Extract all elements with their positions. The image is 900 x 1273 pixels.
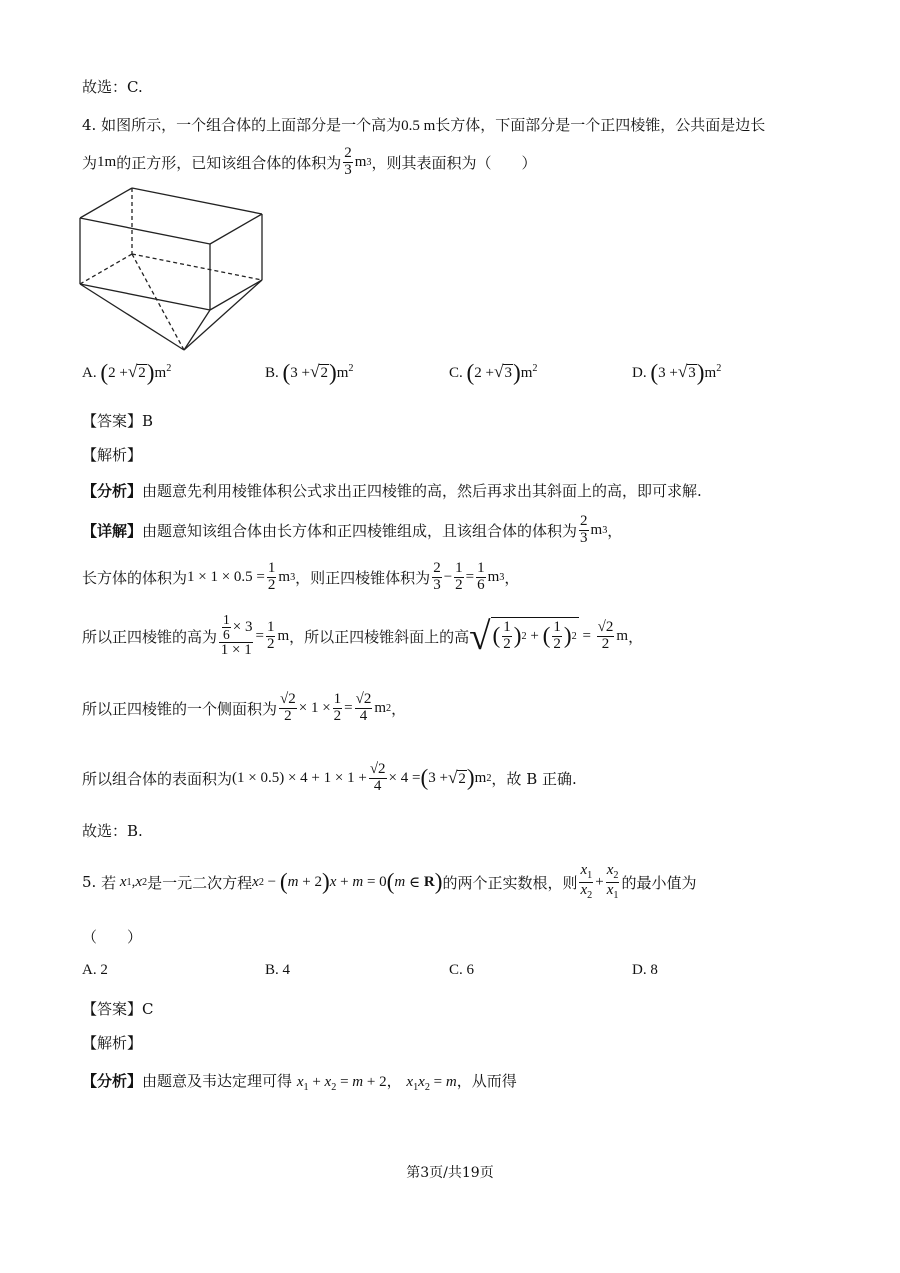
fenxi-text: 由题意先利用棱锥体积公式求出正四棱锥的高，然后再求出其斜面上的高，即可求解. — [142, 482, 702, 500]
q4-detail-4: 所以正四棱锥的一个侧面积为 $\frac{√2}{2}$ × 1 × $\frac{1}{2}$ = $\frac{√2}{4}$ m 2 ， — [82, 690, 407, 724]
option-term: 3 + — [290, 364, 310, 381]
q5-number: 5. — [82, 873, 97, 891]
q4-height: 0.5 m — [401, 118, 436, 134]
q4-line-2: 为 1m 的正方形，已知该组合体的体积为 $\frac{2}{3}$ m 3 ，则其表面积为（ ） — [82, 144, 537, 178]
q4-option-c[interactable]: C. $(2 +√3)m^2$ — [449, 360, 538, 386]
q5-text: 的两个正实数根，则 — [442, 873, 578, 892]
previous-answer: 故选：C. — [82, 78, 143, 96]
detail-text: 长方体的体积为 — [82, 568, 188, 587]
composite-solid-figure — [76, 186, 272, 354]
detail-text: 所以组合体的表面积为 — [82, 769, 233, 788]
detail-text: ，则正四棱锥体积为 — [295, 568, 431, 587]
q4-analysis-label: 【解析】 — [82, 446, 143, 464]
fenxi-tail: ，从而得 — [456, 1072, 517, 1090]
detail-math: 1 × 1 × 0.5 = — [187, 568, 265, 585]
detail-text: 由题意知该组合体由长方体和正四棱锥组成，且该组合体的体积为 — [142, 521, 578, 540]
option-root: 2 — [138, 364, 146, 381]
detail-text: 所以正四棱锥的高为 — [82, 627, 218, 646]
option-root: 3 — [504, 364, 512, 381]
option-term: 2 + — [108, 364, 128, 381]
q4-final-answer: 故选：B. — [82, 822, 143, 840]
option-root: 3 — [688, 364, 696, 381]
q5-option-a[interactable]: A. 2 — [82, 962, 108, 978]
detail-text: ，故 B 正确. — [491, 769, 577, 788]
fenxi-label: 【分析】 — [82, 1072, 143, 1090]
q5-text: 若 — [101, 873, 117, 892]
q4-detail-1: 【详解】 由题意知该组合体由长方体和正四棱锥组成，且该组合体的体积为 $\frac{2}{3}$ m 3 ， — [82, 512, 623, 546]
detail-text: 所以正四棱锥的一个侧面积为 — [82, 699, 278, 718]
q4-option-b[interactable]: B. $(3 +√2)m^2$ — [265, 360, 354, 386]
q4-volume-unit: m — [354, 153, 367, 170]
option-letter: A. — [82, 364, 97, 381]
option-letter: B. — [265, 364, 279, 381]
option-letter: D. — [632, 364, 647, 381]
detail-math: (1 × 0.5) × 4 + 1 × 1 + — [232, 769, 367, 786]
fenxi-text: 由题意及韦达定理可得 — [142, 1072, 293, 1090]
q5-paren: （ ） — [82, 928, 143, 946]
q4-fenxi — [82, 480, 702, 501]
q5-line-1: 5. 若 x 1 , x 2 是一元二次方程 x 2 − ( m + 2 ) x + m = 0 ( m ∈ R ) 的两个正实数根，则 $\frac{x_1}{x_2}$ + $\frac{x_2}{x_1}$ 的最小值为 — [82, 861, 697, 901]
option-term: 3 + — [658, 364, 678, 381]
option-unit: m — [520, 364, 533, 381]
option-unit: m — [704, 364, 717, 381]
q4-text-c-mid: 的正方形，已知该组合体的体积为 — [116, 153, 342, 172]
option-unit: m — [154, 364, 167, 381]
option-unit: m — [336, 364, 349, 381]
detail-math: × 4 = — [388, 769, 421, 786]
q4-line-1 — [82, 114, 765, 135]
q4-text-b: 长方体，下面部分是一个正四棱锥，公共面是边长 — [435, 116, 766, 134]
q4-option-a[interactable]: A. $(2 +√2)m^2$ — [82, 360, 172, 386]
xiangjie-label: 【详解】 — [82, 521, 143, 540]
q5-text: 的最小值为 — [621, 873, 697, 892]
q5-option-d[interactable]: D. 8 — [632, 962, 658, 978]
q4-text-a: 如图所示，一个组合体的上面部分是一个高为 — [101, 116, 402, 134]
option-letter: C. — [449, 364, 463, 381]
q4-side: 1m — [97, 153, 117, 170]
q5-text: 是一元二次方程 — [147, 873, 253, 892]
q4-option-d[interactable]: D. $(3 +√3)m^2$ — [632, 360, 722, 386]
q4-volume-fraction: $\frac{2}{3}$ — [344, 144, 352, 178]
q4-detail-2: 长方体的体积为 1 × 1 × 0.5 = $\frac{1}{2}$ m 3 ，则正四棱锥体积为 $\frac{2}{3}$ − $\frac{1}{2}$ = $\frac{1}{6}$ m 3 ， — [82, 559, 520, 593]
q5-fenxi: 【分析】由题意及韦达定理可得 $x_1 + x_2 = m + 2$， $x_1x_2 = m$，从而得 — [82, 1072, 517, 1093]
page-footer: 第3页/共19页 — [406, 1165, 494, 1181]
q4-detail-5: 所以组合体的表面积为 (1 × 0.5) × 4 + 1 × 1 + $\frac{√2}{4}$ × 4 = ( 3 + √2 ) m 2 ，故 B 正确. — [82, 760, 577, 794]
q5-option-b[interactable]: B. 4 — [265, 962, 291, 978]
fenxi-label: 【分析】 — [82, 482, 143, 500]
q4-number: 4. — [82, 116, 97, 134]
q4-detail-3: 所以正四棱锥的高为 $\frac{1}{6}$ × 3 1 × 1 = $\frac{1}{2}$ m ，所以正四棱锥斜面上的高 √ ( $\frac{1}{2}$ ) 2 + ( $\frac{1}{2}$ ) 2 = $\frac{√2}{2}$ m ， — [82, 611, 644, 659]
q4-text-c-pre: 为 — [82, 153, 98, 172]
q5-answer: 【答案】C — [82, 1000, 154, 1018]
option-term: 2 + — [474, 364, 494, 381]
q4-answer: 【答案】B — [82, 412, 154, 430]
q4-text-c-post: ，则其表面积为（ ） — [371, 153, 537, 172]
q5-option-c[interactable]: C. 6 — [449, 962, 475, 978]
edge — [80, 188, 132, 218]
q5-analysis-label: 【解析】 — [82, 1034, 143, 1052]
detail-text: ，所以正四棱锥斜面上的高 — [289, 627, 470, 646]
option-root: 2 — [320, 364, 328, 381]
